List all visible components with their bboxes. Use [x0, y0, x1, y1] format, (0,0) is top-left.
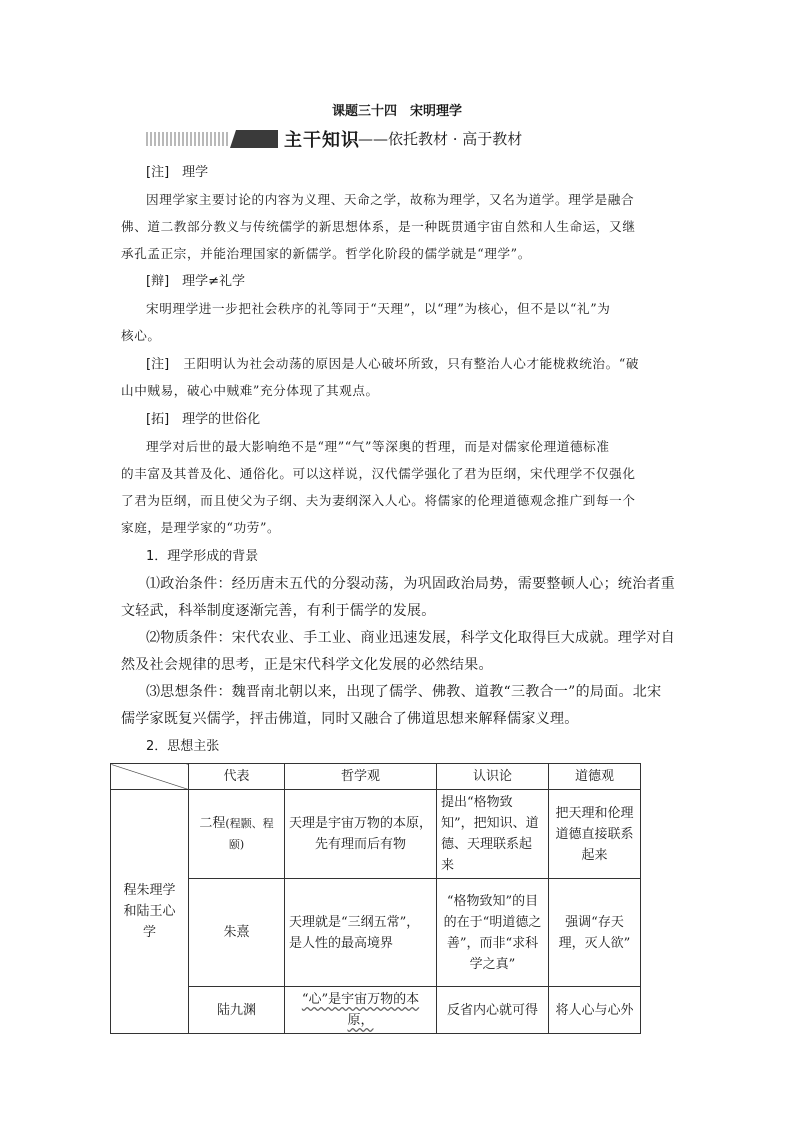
note-line: 家庭，是理学家的“功劳”。	[121, 520, 281, 535]
section-banner	[146, 128, 666, 152]
note-line: 宋明理学进一步把社会秩序的礼等同于“天理”，以“理”为核心，但不是以“礼”为	[146, 301, 611, 316]
note-line: 了君为臣纲，而且使父为子纲、夫为妻纲深入人心。将儒家的伦理道德观念推广到每一个	[121, 493, 636, 508]
note-label: [注]	[146, 357, 170, 372]
paragraph-line: ⑴政治条件：经历唐末五代的分裂动荡，为巩固政治局势，需要整顿人心；统治者重	[146, 576, 676, 592]
rep-name: 二程	[199, 816, 226, 831]
table-cell: 反省内心就可得	[437, 987, 549, 1034]
table-cell: 天理是宇宙万物的本原，先有理而后有物	[285, 790, 437, 879]
table-header-cell: 哲学观	[285, 764, 437, 790]
table-row	[111, 879, 641, 987]
note-line: 理学对后世的最大影响绝不是“理”“气”等深奥的哲理，而是对儒家伦理道德标准	[146, 439, 610, 454]
table-cell: 将人心与心外	[549, 987, 641, 1034]
table-cell: “格物致知”的目的在于“明道德之善”，而非“求科学之真”	[437, 879, 549, 987]
table-group-cell: 程朱理学和陆王心学	[111, 790, 189, 1034]
note-line: 因理学家主要讨论的内容为义理、天命之学，故称为理学，又名为道学。理学是融合	[146, 192, 635, 207]
banner-heading: 主干知识	[284, 130, 360, 151]
table-header-row	[111, 764, 641, 790]
section-heading: 1．理学形成的背景	[146, 549, 259, 564]
table-cell	[285, 987, 437, 1034]
table-rep-cell: 朱熹	[189, 879, 285, 987]
table-cell: 把天理和伦理道德直接联系起来	[549, 790, 641, 879]
note-line: 王阳明认为社会动荡的原因是人心破坏所致，只有整治人心才能栊救统治。“破	[183, 356, 640, 371]
banner-hatch-decoration	[146, 132, 228, 146]
note-line: 承孔孟正宗，并能治理国家的新儒学。哲学化阶段的儒学就是“理学”。	[121, 246, 531, 261]
paragraph-line: 儒学家既复兴儒学，抨击佛道，同时又融合了佛道思想来解释儒家义理。	[121, 711, 579, 727]
note-line: 的丰富及其普及化、通俗化。可以这样说，汉代儒学强化了君为臣纲，宋代理学不仅强化	[121, 466, 636, 481]
banner-bar-decoration	[236, 130, 278, 148]
note-row	[146, 354, 706, 375]
table-cell: 提出“格物致知”，把知识、道德、天理联系起来	[437, 790, 549, 879]
table-header-cell: 道德观	[549, 764, 641, 790]
table-header-cell: 认识论	[437, 764, 549, 790]
table-corner-cell	[111, 764, 189, 790]
table-header-cell: 代表	[189, 764, 285, 790]
section-heading: 2．思想主张	[146, 739, 220, 754]
note-line: 山中贼易，破心中贼难”充分体现了其观点。	[121, 383, 379, 398]
paragraph-line: ⑵物质条件：宋代农业、手工业、商业迅速发展，科学文化取得巨大成就。理学对自	[146, 630, 676, 646]
table-cell: 天理就是“三纲五常”，是人性的最高境界	[285, 879, 437, 987]
rep-note: (程颢、程颐)	[225, 817, 274, 851]
table-cell: 强调“存天理，灭人欲”	[549, 879, 641, 987]
table-rep-cell	[189, 790, 285, 879]
paragraph-line: 文轻武，科举制度逐渐完善，有利于儒学的发展。	[121, 603, 436, 619]
table-rep-cell: 陆九渊	[189, 987, 285, 1034]
note-label: [注] 理学	[146, 165, 209, 180]
wavy-underlined-text: “心”是宇宙万物的本原，	[301, 992, 420, 1028]
page-title: 课题三十四 宋明理学	[331, 104, 462, 119]
table-row	[111, 987, 641, 1034]
note-label: [拓] 理学的世俗化	[146, 412, 261, 427]
thought-table	[110, 763, 641, 1034]
table-row	[111, 790, 641, 879]
paragraph-line: 然及社会规律的思考，正是宋代科学文化发展的必然结果。	[121, 657, 493, 673]
note-line: 佛、道二教部分教义与传统儒学的新思想体系，是一种既贯通宇宙自然和人生命运，又继	[121, 219, 636, 234]
paragraph-line: ⑶思想条件：魏晋南北朝以来，出现了儒学、佛教、道教“三教合一”的局面。北宋	[146, 684, 662, 700]
note-label: [辩] 理学≠礼学	[146, 274, 246, 289]
note-line: 核心。	[121, 328, 161, 343]
banner-subtitle: ——依托教材 · 高于教材	[358, 130, 523, 148]
